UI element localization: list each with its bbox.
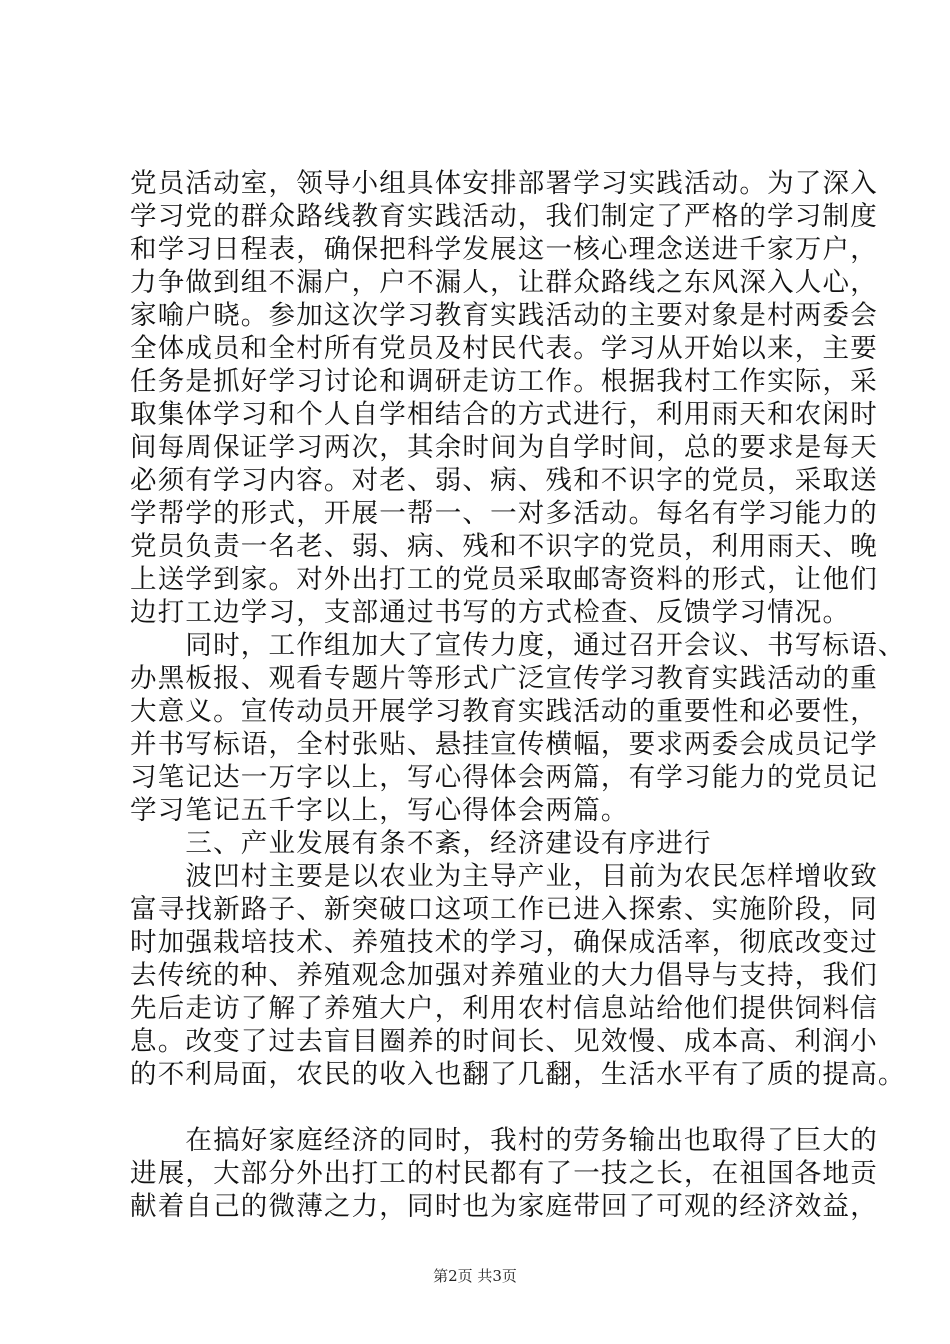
text-line: 全体成员和全村所有党员及村民代表。学习从开始以来，主要 <box>130 333 878 364</box>
text-line: 的不利局面，农民的收入也翻了几翻，生活水平有了质的提高。 <box>130 1059 906 1090</box>
text-line: 习笔记达一万字以上，写心得体会两篇，有学习能力的党员记 <box>130 762 878 793</box>
text-line: 先后走访了解了养殖大户，利用农村信息站给他们提供饲料信 <box>130 993 878 1024</box>
text-line: 学习笔记五千字以上，写心得体会两篇。 <box>130 795 629 826</box>
text-line: 力争做到组不漏户，户不漏人，让群众路线之东风深入人心， <box>130 267 878 298</box>
text-line: 波凹村主要是以农业为主导产业，目前为农民怎样增收致 <box>130 861 878 892</box>
text-line: 间每周保证学习两次，其余时间为自学时间，总的要求是每天 <box>130 432 878 463</box>
text-line: 并书写标语，全村张贴、悬挂宣传横幅，要求两委会成员记学 <box>130 729 878 760</box>
body-text <box>130 167 906 1223</box>
text-line: 在搞好家庭经济的同时，我村的劳务输出也取得了巨大的 <box>130 1125 878 1156</box>
text-line: 和学习日程表，确保把科学发展这一核心理念送进千家万户， <box>130 234 878 265</box>
text-line: 大意义。宣传动员开展学习教育实践活动的重要性和必要性， <box>130 696 878 727</box>
paragraph-gap <box>130 1091 850 1124</box>
text-line: 去传统的种、养殖观念加强对养殖业的大力倡导与支持，我们 <box>130 960 878 991</box>
text-line: 任务是抓好学习讨论和调研走访工作。根据我村工作实际，采 <box>130 366 878 397</box>
text-line: 党员负责一名老、弱、病、残和不识字的党员，利用雨天、晚 <box>130 531 878 562</box>
text-line: 办黑板报、观看专题片等形式广泛宣传学习教育实践活动的重 <box>130 663 878 694</box>
page-footer: 第2页 共3页 <box>433 1267 517 1285</box>
text-line: 富寻找新路子、新突破口这项工作已进入探索、实施阶段，同 <box>130 894 878 925</box>
text-line: 进展，大部分外出打工的村民都有了一技之长，在祖国各地贡 <box>130 1158 878 1189</box>
text-line: 必须有学习内容。对老、弱、病、残和不识字的党员，采取送 <box>130 465 878 496</box>
text-line: 息。改变了过去盲目圈养的时间长、见效慢、成本高、利润小 <box>130 1026 878 1057</box>
text-line: 取集体学习和个人自学相结合的方式进行，利用雨天和农闲时 <box>130 399 878 430</box>
text-line: 时加强栽培技术、养殖技术的学习，确保成活率，彻底改变过 <box>130 927 878 958</box>
text-line: 上送学到家。对外出打工的党员采取邮寄资料的形式，让他们 <box>130 564 878 595</box>
text-line: 学习党的群众路线教育实践活动，我们制定了严格的学习制度 <box>130 201 878 232</box>
text-line: 党员活动室，领导小组具体安排部署学习实践活动。为了深入 <box>130 168 878 199</box>
text-line: 学帮学的形式，开展一帮一、一对多活动。每名有学习能力的 <box>130 498 878 529</box>
text-line: 献着自己的微薄之力，同时也为家庭带回了可观的经济效益， <box>130 1191 878 1222</box>
text-line: 边打工边学习，支部通过书写的方式检查、反馈学习情况。 <box>130 597 851 628</box>
text-line: 家喻户晓。参加这次学习教育实践活动的主要对象是村两委会 <box>130 300 878 331</box>
text-line: 同时，工作组加大了宣传力度，通过召开会议、书写标语、 <box>130 630 906 661</box>
section-heading: 三、产业发展有条不紊，经济建设有序进行 <box>130 828 712 859</box>
